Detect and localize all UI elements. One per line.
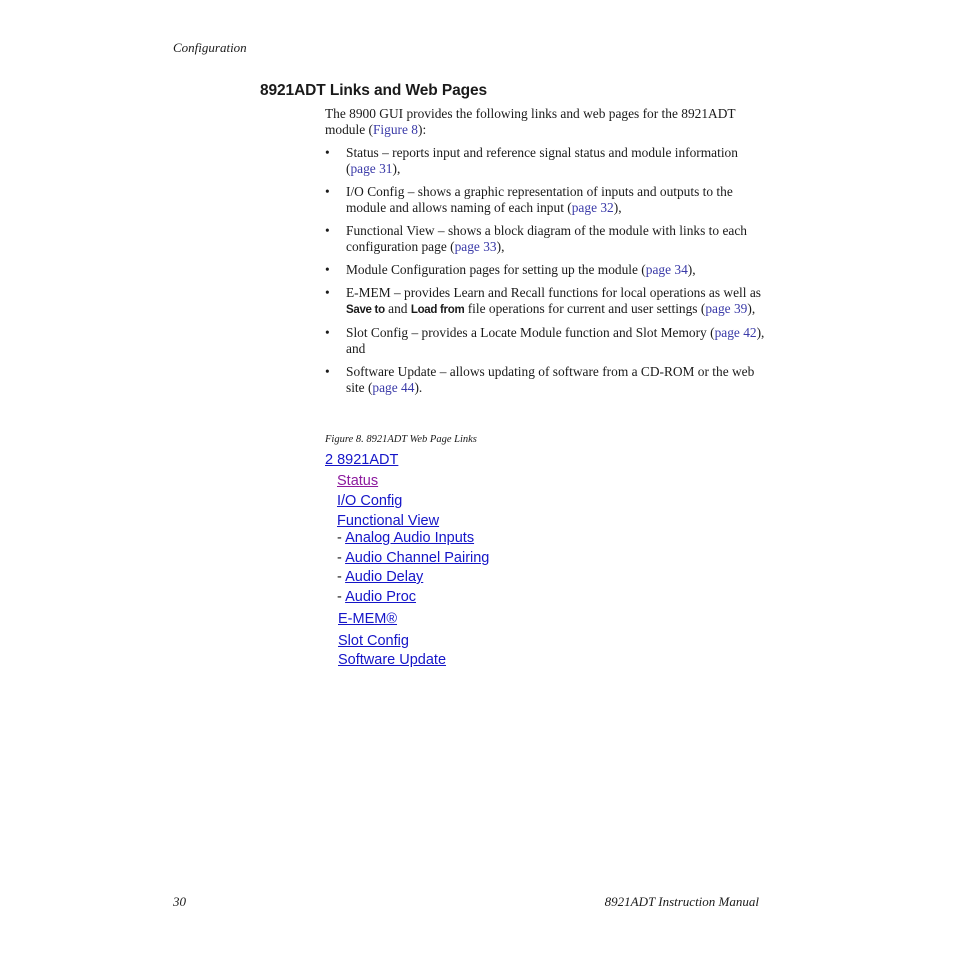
nav-row	[337, 569, 423, 585]
bullet: •	[325, 285, 330, 300]
page-39-link[interactable]: page 39	[705, 301, 748, 316]
page-34-link[interactable]: page 34	[645, 262, 688, 277]
page-number: 30	[173, 894, 186, 909]
bullet: •	[325, 325, 330, 340]
list-item-text-end: ),	[613, 200, 622, 215]
nav-link-io-config[interactable]: I/O Config	[337, 493, 403, 509]
nav-row	[337, 473, 378, 489]
list-item	[325, 325, 765, 357]
nav-link-slot-config[interactable]: Slot Config	[338, 633, 409, 649]
sub-item-dash: -	[337, 569, 342, 585]
page-31-link[interactable]: page 31	[350, 161, 393, 176]
page-42-link[interactable]: page 42	[714, 325, 757, 340]
save-to-command: Save to	[346, 304, 385, 316]
page-44-link[interactable]: page 44	[372, 380, 415, 395]
list-item-text: Software Update – allows updating of software from a CD-ROM or the web site (	[346, 364, 755, 395]
bullet: •	[325, 262, 330, 277]
list-item	[325, 223, 765, 255]
nav-row	[325, 452, 398, 468]
figure-8-link[interactable]: Figure 8	[372, 122, 418, 137]
links-bullet-list	[325, 145, 765, 403]
nav-link-audio-channel-pairing[interactable]: Audio Channel Pairing	[345, 550, 490, 566]
sub-item-dash: -	[337, 589, 342, 605]
list-item	[325, 145, 765, 177]
list-item-text: file operations for current and user settings (	[464, 301, 706, 316]
load-from-command: Load from	[410, 304, 465, 316]
list-item-text: E-MEM – provides Learn and Recall functions for local operations as well as	[346, 285, 761, 300]
section-title: 8921ADT Links and Web Pages	[260, 82, 488, 99]
nav-link-functional-view[interactable]: Functional View	[337, 513, 440, 529]
list-item-text: I/O Config – shows a graphic representation of inputs and outputs to the module and allows naming of each input (	[346, 184, 733, 215]
nav-row	[338, 652, 446, 668]
nav-row	[337, 530, 474, 546]
manual-title: 8921ADT Instruction Manual	[604, 894, 759, 909]
nav-row	[338, 633, 409, 649]
intro-paragraph	[325, 106, 765, 138]
nav-link-software-update[interactable]: Software Update	[338, 652, 447, 668]
bullet: •	[325, 184, 330, 199]
sub-item-dash: -	[337, 530, 342, 546]
list-item-text-end: ),	[747, 301, 756, 316]
nav-row	[338, 611, 397, 627]
list-item-text-end: ), and	[346, 325, 765, 356]
nav-row	[337, 550, 489, 566]
list-item-text-end: ),	[687, 262, 696, 277]
list-item-text: Status – reports input and reference signal status and module information (	[346, 145, 738, 176]
list-item-text-end: ).	[414, 380, 423, 395]
nav-link-e-mem[interactable]: E-MEM®	[338, 611, 398, 627]
running-header: Configuration	[173, 40, 247, 55]
nav-row	[337, 513, 439, 529]
nav-link-module-root[interactable]: 2 8921ADT	[325, 452, 399, 468]
nav-row	[337, 589, 416, 605]
page-32-link[interactable]: page 32	[571, 200, 614, 215]
bullet: •	[325, 223, 330, 238]
list-item-text-end: ),	[392, 161, 401, 176]
nav-link-audio-delay[interactable]: Audio Delay	[345, 569, 424, 585]
figure-caption: Figure 8. 8921ADT Web Page Links	[325, 434, 477, 445]
list-item	[325, 262, 765, 278]
list-item	[325, 285, 765, 318]
bullet: •	[325, 364, 330, 379]
intro-text: The 8900 GUI provides the following links and web pages for the 8921ADT module (	[325, 106, 736, 137]
intro-text-end: ):	[418, 122, 427, 137]
nav-link-analog-audio-inputs[interactable]: Analog Audio Inputs	[345, 530, 475, 546]
list-item	[325, 184, 765, 216]
list-item-text: and	[384, 301, 411, 316]
list-item-text-end: ),	[496, 239, 505, 254]
page-33-link[interactable]: page 33	[454, 239, 497, 254]
list-item	[325, 364, 765, 396]
bullet: •	[325, 145, 330, 160]
sub-item-dash: -	[337, 550, 342, 566]
nav-link-audio-proc[interactable]: Audio Proc	[345, 589, 417, 605]
list-item-text: Functional View – shows a block diagram of the module with links to each configuration page (	[346, 223, 747, 254]
nav-link-status[interactable]: Status	[337, 473, 379, 489]
list-item-text: Module Configuration pages for setting up the module (	[346, 262, 646, 277]
nav-row	[337, 493, 402, 509]
list-item-text: Slot Config – provides a Locate Module function and Slot Memory (	[346, 325, 715, 340]
